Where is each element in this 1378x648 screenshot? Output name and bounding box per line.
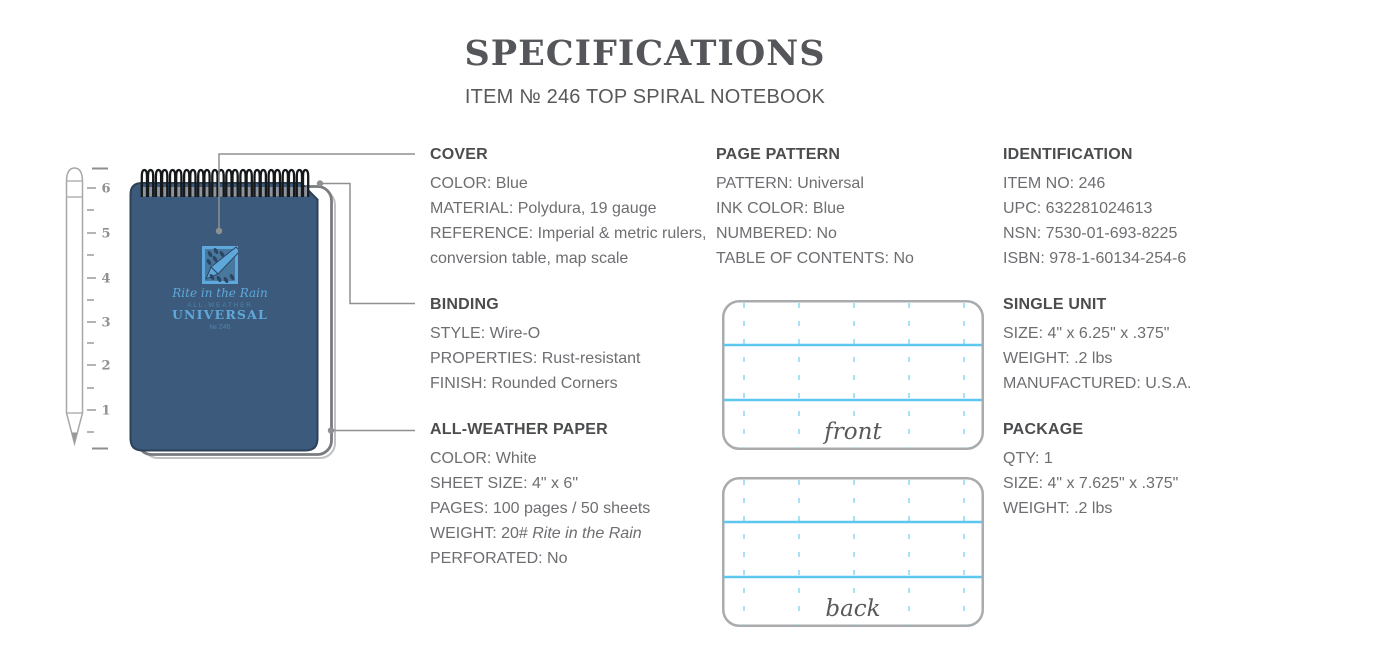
back-label-text: back bbox=[817, 596, 888, 622]
section-identification-title: IDENTIFICATION bbox=[1003, 146, 1133, 163]
spec-line: QTY: 1 bbox=[1003, 450, 1053, 467]
back-card-label bbox=[722, 596, 984, 622]
section-identification bbox=[1003, 146, 1293, 271]
spec-line: STYLE: Wire-O bbox=[430, 325, 541, 342]
spec-line: REFERENCE: Imperial & metric rulers, conversion table, map scale bbox=[430, 225, 707, 267]
section-package-title: PACKAGE bbox=[1003, 421, 1084, 438]
section-cover bbox=[430, 146, 730, 271]
spec-line: TABLE OF CONTENTS: No bbox=[716, 250, 914, 267]
page-pattern-back-card bbox=[722, 477, 984, 627]
spec-line: NSN: 7530-01-693-8225 bbox=[1003, 225, 1178, 242]
logo-series-text: UNIVERSAL bbox=[171, 307, 269, 322]
section-binding-title: BINDING bbox=[430, 296, 499, 313]
spec-line: ITEM NO: 246 bbox=[1003, 175, 1106, 192]
ruler-number: 3 bbox=[101, 315, 111, 331]
pencil-illustration bbox=[67, 168, 83, 444]
ruler-number: 4 bbox=[101, 271, 111, 287]
section-cover-title: COVER bbox=[430, 146, 488, 163]
spec-line: WEIGHT: .2 lbs bbox=[1003, 350, 1113, 367]
spec-line: COLOR: Blue bbox=[430, 175, 528, 192]
spec-line: SIZE: 4" x 6.25" x .375" bbox=[1003, 325, 1170, 342]
logo-script-text: Rite in the Rain bbox=[172, 286, 268, 300]
spec-line: MANUFACTURED: U.S.A. bbox=[1003, 375, 1192, 392]
logo-item-number-text: № 246 bbox=[209, 324, 231, 331]
page-subtitle: ITEM № 246 TOP SPIRAL NOTEBOOK bbox=[464, 86, 826, 108]
spec-line: PATTERN: Universal bbox=[716, 175, 864, 192]
spec-line: PERFORATED: No bbox=[430, 550, 568, 567]
notebook bbox=[131, 170, 336, 458]
spec-line: SIZE: 4" x 7.625" x .375" bbox=[1003, 475, 1179, 492]
notebook-illustration bbox=[0, 0, 430, 648]
spec-line: INK COLOR: Blue bbox=[716, 200, 845, 217]
ruler-number: 2 bbox=[101, 358, 111, 374]
spec-line: MATERIAL: Polydura, 19 gauge bbox=[430, 200, 657, 217]
ruler-scale bbox=[87, 169, 111, 449]
section-package bbox=[1003, 421, 1293, 521]
ruler-number: 1 bbox=[101, 403, 111, 419]
page-pattern-front-card bbox=[722, 300, 984, 450]
section-paper-title: ALL-WEATHER PAPER bbox=[430, 421, 608, 438]
spec-line-weight bbox=[430, 521, 730, 546]
ruler-number: 6 bbox=[101, 181, 111, 197]
spec-line: COLOR: White bbox=[430, 450, 537, 467]
spec-line: UPC: 632281024613 bbox=[1003, 200, 1153, 217]
section-page-pattern-title: PAGE PATTERN bbox=[716, 146, 841, 163]
logo-all-weather-text: ALL-WEATHER bbox=[187, 302, 253, 309]
spec-line: PAGES: 100 pages / 50 sheets bbox=[430, 500, 651, 517]
spec-line: FINISH: Rounded Corners bbox=[430, 375, 618, 392]
spec-line: SHEET SIZE: 4" x 6" bbox=[430, 475, 578, 492]
section-all-weather-paper bbox=[430, 421, 730, 571]
wire-o-binding bbox=[141, 170, 308, 197]
front-label-text: front bbox=[816, 419, 889, 445]
section-single-unit bbox=[1003, 296, 1293, 396]
spec-line: WEIGHT: .2 lbs bbox=[1003, 500, 1113, 517]
spec-line: ISBN: 978-1-60134-254-6 bbox=[1003, 250, 1187, 267]
spec-line: PROPERTIES: Rust-resistant bbox=[430, 350, 641, 367]
weight-brand-italic: Rite in the Rain bbox=[532, 525, 642, 542]
section-binding bbox=[430, 296, 730, 396]
page-title: SPECIFICATIONS bbox=[464, 33, 826, 74]
section-page-pattern bbox=[716, 146, 996, 271]
weight-prefix: WEIGHT: 20# bbox=[430, 525, 533, 542]
section-single-unit-title: SINGLE UNIT bbox=[1003, 296, 1107, 313]
ruler-number: 5 bbox=[101, 226, 111, 242]
spec-line: NUMBERED: No bbox=[716, 225, 837, 242]
front-card-label bbox=[722, 419, 984, 445]
